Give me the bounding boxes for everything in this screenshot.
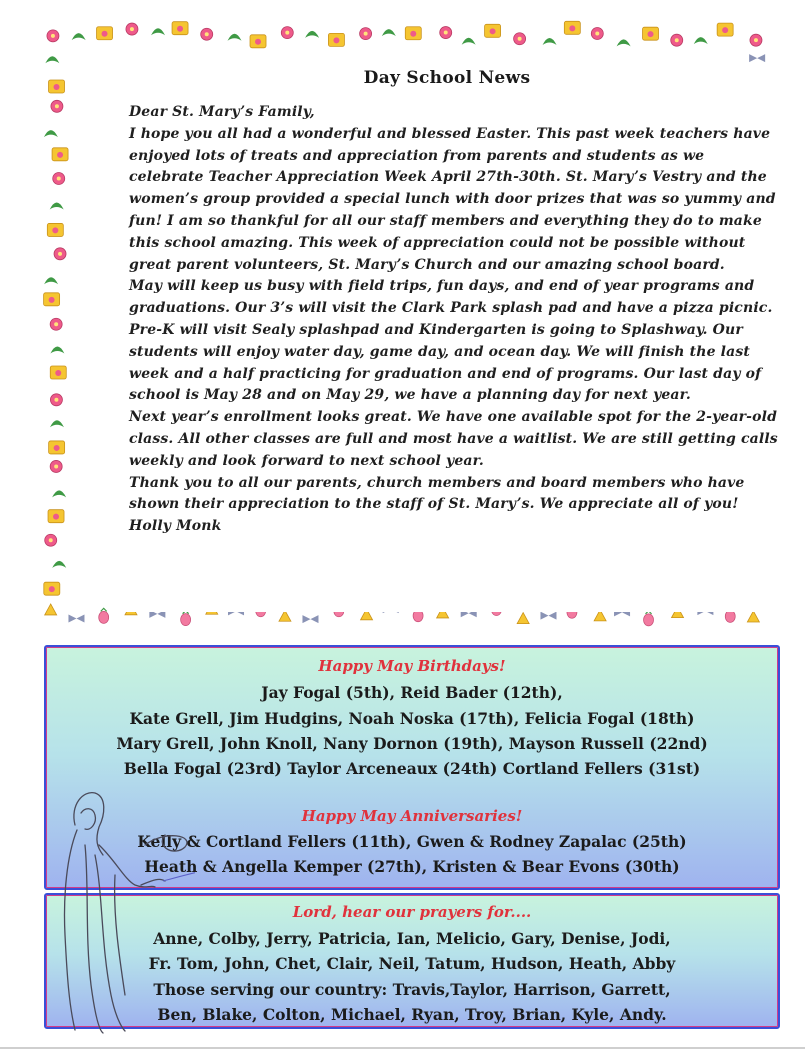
flower-center-icon bbox=[490, 28, 496, 34]
leaf-sprig-icon bbox=[462, 38, 476, 45]
flower-center-icon bbox=[54, 464, 58, 468]
flower-center-icon bbox=[410, 31, 416, 37]
ribbon-bow-icon bbox=[540, 612, 556, 620]
letter-paragraph: Thank you to all our parents, church members and board members who have shown their appreciation to the staff of St. Mary’s. We appreciate all of you! bbox=[129, 474, 745, 513]
letter-paragraph: May will keep us busy with field trips, fun days, and end of year programs and graduations. Our 3’s will visit the Clark Park splash pad and have a pizza picnic. Pre-K will visit Sealy splashpad and Kindergarten is going to Splashway. Our students will enjoy water day, game day, and ocean day. We will finish the last week and a half practicing for graduation and end of programs. Our last day of school is May 28 and on May 29, we have a planning day for next year. bbox=[129, 278, 773, 404]
flower-center-icon bbox=[52, 227, 58, 233]
flower-center-icon bbox=[648, 31, 654, 37]
leaf-sprig-icon bbox=[52, 490, 66, 497]
prayers-heading: Lord, hear our prayers for.... bbox=[292, 903, 532, 921]
flower-center-icon bbox=[518, 37, 522, 41]
letter-salutation: Dear St. Mary’s Family, bbox=[129, 104, 315, 120]
leaf-sprig-icon bbox=[44, 130, 58, 137]
leaf-sprig-icon bbox=[72, 33, 86, 40]
flower-center-icon bbox=[49, 586, 55, 592]
birthday-line: Bella Fogal (23rd) Taylor Arceneaux (24th) Cortland Fellers (31st) bbox=[123, 759, 701, 778]
flower-center-icon bbox=[130, 27, 134, 31]
prayer-line: Anne, Colby, Jerry, Patricia, Ian, Melicio, Gary, Denise, Jodi, bbox=[153, 929, 671, 948]
flower-center-icon bbox=[364, 32, 368, 36]
prayer-line: Ben, Blake, Colton, Michael, Ryan, Troy, Brian, Kyle, Andy. bbox=[157, 1005, 667, 1024]
letter-panel bbox=[112, 66, 782, 612]
birthday-line: Jay Fogal (5th), Reid Bader (12th), bbox=[261, 683, 563, 702]
letter-paragraph: I hope you all had a wonderful and blessed Easter. This past week teachers have enjoyed lots of treats and appreciation from parents and students as we celebrate Teacher Appreciation Week April 27th-30th. St. Mary’s Vestry and the women’s group provided a special lunch with door prizes that was so yummy and fun! I am so thankful for all our staff members and everything they do to make this school amazing. This week of appreciation could not be possible without great parent volunteers, St. Mary’s Church and our amazing school board. bbox=[129, 125, 776, 273]
strawberry-leaf-icon bbox=[101, 608, 107, 611]
floral-border bbox=[38, 14, 782, 628]
leaf-sprig-icon bbox=[382, 29, 396, 36]
flower-center-icon bbox=[754, 38, 758, 42]
flower-center-icon bbox=[57, 177, 61, 181]
anniversary-line: Heath & Angella Kemper (27th), Kristen & Bear Evons (30th) bbox=[144, 857, 680, 876]
leaf-sprig-icon bbox=[694, 37, 708, 44]
leaf-sprig-icon bbox=[52, 561, 66, 568]
flower-center-icon bbox=[57, 152, 63, 158]
flower-center-icon bbox=[205, 32, 209, 36]
flower-center-icon bbox=[53, 514, 59, 520]
letter-body bbox=[129, 102, 779, 538]
leaf-sprig-icon bbox=[44, 277, 58, 284]
page-divider bbox=[0, 1047, 805, 1049]
leaf-sprig-icon bbox=[305, 31, 319, 38]
flower-center-icon bbox=[55, 104, 59, 108]
flower-center-icon bbox=[333, 37, 339, 43]
tulip-icon bbox=[747, 611, 759, 622]
strawberry-icon bbox=[644, 614, 654, 626]
page-title: Day School News bbox=[363, 68, 531, 88]
anniversaries-heading: Happy May Anniversaries! bbox=[301, 807, 523, 825]
flower-center-icon bbox=[49, 297, 55, 303]
ribbon-bow-icon bbox=[68, 615, 84, 623]
flower-center-icon bbox=[54, 445, 60, 451]
flower-center-icon bbox=[722, 27, 728, 33]
strawberry-icon bbox=[181, 614, 191, 626]
flower-center-icon bbox=[102, 31, 108, 37]
leaf-sprig-icon bbox=[543, 38, 557, 45]
letter-paragraph: Next year’s enrollment looks great. We have one available spot for the 2-year-old class. All other classes are full and most have a waitlist. We are still getting calls weekly and look forward to next school year. bbox=[129, 409, 778, 469]
flower-center-icon bbox=[54, 398, 58, 402]
flower-center-icon bbox=[49, 538, 53, 542]
strawberry-icon bbox=[99, 611, 109, 623]
tulip-icon bbox=[45, 604, 57, 615]
flower-center-icon bbox=[595, 32, 599, 36]
leaf-sprig-icon bbox=[151, 28, 165, 35]
flower-center-icon bbox=[285, 31, 289, 35]
leaf-sprig-icon bbox=[50, 420, 64, 427]
leaf-sprig-icon bbox=[617, 39, 631, 46]
flower-center-icon bbox=[177, 26, 183, 32]
flower-center-icon bbox=[444, 31, 448, 35]
tulip-icon bbox=[517, 613, 529, 624]
flower-center-icon bbox=[54, 322, 58, 326]
prayer-line: Those serving our country: Travis,Taylor, Harrison, Garrett, bbox=[153, 980, 671, 999]
leaf-sprig-icon bbox=[50, 202, 64, 209]
flower-center-icon bbox=[51, 34, 55, 38]
flower-center-icon bbox=[569, 25, 575, 31]
flower-center-icon bbox=[55, 370, 61, 376]
birthday-line: Kate Grell, Jim Hudgins, Noah Noska (17th), Felicia Fogal (18th) bbox=[129, 709, 695, 728]
birthday-line: Mary Grell, John Knoll, Nany Dornon (19th), Mayson Russell (22nd) bbox=[116, 734, 708, 753]
leaf-sprig-icon bbox=[45, 56, 59, 63]
flower-center-icon bbox=[675, 38, 679, 42]
birthdays-heading: Happy May Birthdays! bbox=[318, 657, 506, 675]
strawberry-icon bbox=[725, 610, 735, 622]
ribbon-bow-icon bbox=[302, 615, 318, 623]
leaf-sprig-icon bbox=[228, 34, 242, 41]
flower-center-icon bbox=[58, 252, 62, 256]
flower-center-icon bbox=[255, 39, 261, 45]
leaf-sprig-icon bbox=[50, 347, 64, 354]
anniversary-line: Kelly & Cortland Fellers (11th), Gwen & Rodney Zapalac (25th) bbox=[137, 832, 687, 851]
letter-signature: Holly Monk bbox=[129, 518, 222, 535]
prayer-line: Fr. Tom, John, Chet, Clair, Neil, Tatum, Hudson, Heath, Abby bbox=[148, 954, 676, 973]
jesus-line-art-icon bbox=[55, 785, 195, 1035]
flower-center-icon bbox=[54, 84, 60, 90]
ribbon-bow-icon bbox=[749, 54, 765, 62]
